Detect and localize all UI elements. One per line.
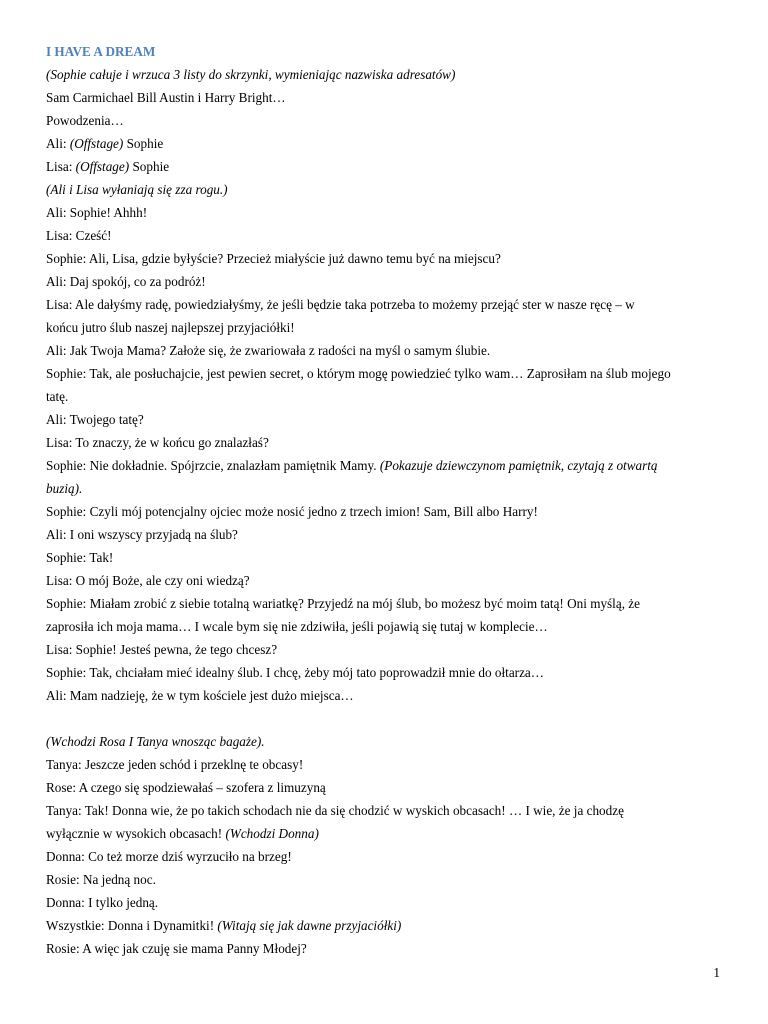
text-segment: Tanya: Tak! Donna wie, że po takich schodach nie da się chodzić w wyskich obcasach! … I wie, że ja chodzę bbox=[46, 803, 624, 818]
italic-text: buzią). bbox=[46, 481, 83, 496]
text-segment: Ali: Jak Twoja Mama? Założe się, że zwariowała z radości na myśl o samym ślubie. bbox=[46, 343, 491, 358]
text-segment: Rosie: Na jedną noc. bbox=[46, 872, 156, 887]
text-segment: Rose: A czego się spodziewałaś – szofera z limuzyną bbox=[46, 780, 326, 795]
dialogue-line bbox=[46, 937, 726, 960]
text-segment: Sophie: Miałam zrobić z siebie totalną wariatkę? Przyjedź na mój ślub, bo możesz być moim tatą! Oni myślą, że bbox=[46, 596, 640, 611]
dialogue-line bbox=[46, 684, 726, 707]
text-segment: Donna: I tylko jedną. bbox=[46, 895, 159, 910]
dialogue-line bbox=[46, 109, 726, 132]
dialogue-line bbox=[46, 822, 726, 845]
dialogue-line bbox=[46, 385, 726, 408]
text-segment: Sophie: Nie dokładnie. Spójrzcie, znalazłam pamiętnik Mamy. bbox=[46, 458, 380, 473]
dialogue-line bbox=[46, 615, 726, 638]
dialogue-line bbox=[46, 86, 726, 109]
dialogue-line bbox=[46, 638, 726, 661]
italic-text: (Wchodzi Rosa I Tanya wnosząc bagaże). bbox=[46, 734, 265, 749]
dialogue-line bbox=[46, 224, 726, 247]
blank-line bbox=[46, 707, 726, 730]
dialogue-line bbox=[46, 454, 726, 477]
text-segment: Sophie: Tak, ale posłuchajcie, jest pewien secret, o którym mogę powiedzieć tylko wam… Zaprosiłam na ślub mojego bbox=[46, 366, 671, 381]
text-segment: Sophie bbox=[123, 136, 164, 151]
text-segment: Tanya: Jeszcze jeden schód i przeklnę te obcasy! bbox=[46, 757, 304, 772]
dialogue-line bbox=[46, 247, 726, 270]
text-segment: Lisa: Cześć! bbox=[46, 228, 112, 243]
italic-text: (Witają się jak dawne przyjaciółki) bbox=[217, 918, 402, 933]
text-segment: Powodzenia… bbox=[46, 113, 124, 128]
text-segment: zaprosiła ich moja mama… I wcale bym się nie zdziwiła, jeśli pojawią się tutaj w komplecie… bbox=[46, 619, 548, 634]
italic-text: (Offstage) bbox=[69, 136, 124, 151]
text-segment: Sophie: Czyli mój potencjalny ojciec może nosić jedno z trzech imion! Sam, Bill albo Harry! bbox=[46, 504, 538, 519]
stage-direction bbox=[46, 178, 726, 201]
text-segment: Rosie: A więc jak czuję sie mama Panny Młodej? bbox=[46, 941, 307, 956]
dialogue-line bbox=[46, 523, 726, 546]
script-page bbox=[46, 40, 726, 960]
text-segment: Ali: Twojego tatę? bbox=[46, 412, 144, 427]
dialogue-line bbox=[46, 431, 726, 454]
dialogue-line bbox=[46, 316, 726, 339]
dialogue-line bbox=[46, 868, 726, 891]
text-segment: Lisa: Sophie! Jesteś pewna, że tego chcesz? bbox=[46, 642, 278, 657]
text-segment: Lisa: To znaczy, że w końcu go znalazłaś? bbox=[46, 435, 269, 450]
dialogue-line bbox=[46, 845, 726, 868]
text-segment: Lisa: bbox=[46, 159, 76, 174]
italic-text: (Pokazuje dziewczynom pamiętnik, czytają z otwartą bbox=[379, 458, 658, 473]
text-segment: wyłącznie w wysokich obcasach! bbox=[46, 826, 226, 841]
text-segment: Wszystkie: Donna i Dynamitki! bbox=[46, 918, 218, 933]
script-body bbox=[46, 63, 726, 960]
stage-direction bbox=[46, 730, 726, 753]
text-segment: Ali: bbox=[46, 136, 70, 151]
dialogue-line bbox=[46, 155, 726, 178]
dialogue-line bbox=[46, 408, 726, 431]
text-segment: Ali: Daj spokój, co za podróż! bbox=[46, 274, 206, 289]
dialogue-line bbox=[46, 500, 726, 523]
dialogue-line bbox=[46, 339, 726, 362]
dialogue-line bbox=[46, 799, 726, 822]
dialogue-line bbox=[46, 891, 726, 914]
text-segment: tatę. bbox=[46, 389, 69, 404]
text-segment: Lisa: O mój Boże, ale czy oni wiedzą? bbox=[46, 573, 250, 588]
dialogue-line bbox=[46, 270, 726, 293]
dialogue-line bbox=[46, 753, 726, 776]
dialogue-line bbox=[46, 661, 726, 684]
text-segment: Sophie: Tak! bbox=[46, 550, 114, 565]
dialogue-line bbox=[46, 569, 726, 592]
text-segment: Sam Carmichael Bill Austin i Harry Bright… bbox=[46, 90, 286, 105]
text-segment: Ali: Mam nadzieję, że w tym kościele jest dużo miejsca… bbox=[46, 688, 354, 703]
italic-text: (Sophie całuje i wrzuca 3 listy do skrzynki, wymieniając nazwiska adresatów) bbox=[46, 67, 456, 82]
dialogue-line bbox=[46, 201, 726, 224]
italic-text: (Offstage) bbox=[75, 159, 130, 174]
dialogue-line bbox=[46, 293, 726, 316]
text-segment: Donna: Co też morze dziś wyrzuciło na brzeg! bbox=[46, 849, 292, 864]
stage-direction bbox=[46, 63, 726, 86]
text-segment: Sophie bbox=[129, 159, 170, 174]
dialogue-line bbox=[46, 914, 726, 937]
dialogue-line bbox=[46, 776, 726, 799]
page-number: 1 bbox=[713, 965, 720, 980]
text-segment: końcu jutro ślub naszej najlepszej przyjaciółki! bbox=[46, 320, 295, 335]
dialogue-line bbox=[46, 362, 726, 385]
text-segment: Ali: Sophie! Ahhh! bbox=[46, 205, 148, 220]
document-title: I HAVE A DREAM bbox=[46, 44, 156, 59]
dialogue-line bbox=[46, 477, 726, 500]
text-segment: Sophie: Ali, Lisa, gdzie byłyście? Przecież miałyście już dawno temu być na miejscu? bbox=[46, 251, 501, 266]
text-segment: Lisa: Ale dałyśmy radę, powiedziałyśmy, że jeśli będzie taka potrzeba to możemy przejąć ster w nasze ręcę – w bbox=[46, 297, 635, 312]
dialogue-line bbox=[46, 132, 726, 155]
italic-text: (Wchodzi Donna) bbox=[225, 826, 319, 841]
text-segment: Ali: I oni wszyscy przyjadą na ślub? bbox=[46, 527, 238, 542]
dialogue-line bbox=[46, 546, 726, 569]
italic-text: (Ali i Lisa wyłaniają się zza rogu.) bbox=[46, 182, 228, 197]
dialogue-line bbox=[46, 592, 726, 615]
text-segment: Sophie: Tak, chciałam mieć idealny ślub. I chcę, żeby mój tato poprowadził mnie do ołtarza… bbox=[46, 665, 544, 680]
